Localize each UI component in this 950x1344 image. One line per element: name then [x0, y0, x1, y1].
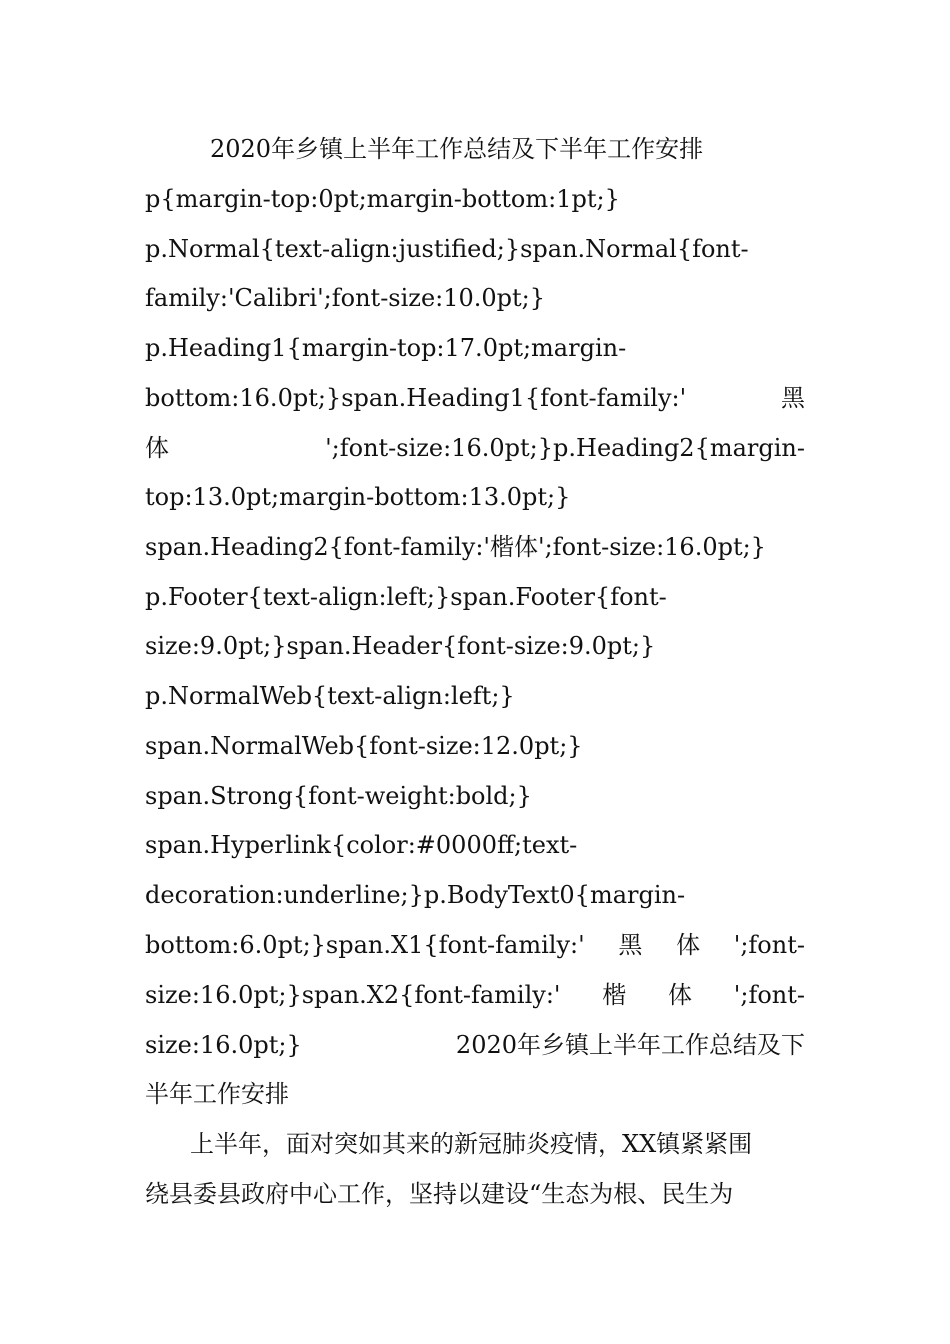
css-text-segment: ';font-	[733, 981, 805, 1009]
css-text-line: p.NormalWeb{text-align:left;}	[145, 682, 515, 710]
css-text-segment: 体	[676, 931, 701, 959]
css-text-line: p.Heading1{margin-top:17.0pt;margin-	[145, 334, 627, 362]
css-text-line: decoration:underline;}p.BodyText0{margin-	[145, 881, 686, 909]
css-text-line-justified	[145, 428, 805, 468]
css-text-line: size:9.0pt;}span.Header{font-size:9.0pt;}	[145, 632, 656, 660]
css-text-line: span.Heading2{font-family:'楷体';font-size:16.0pt;}	[145, 533, 766, 561]
css-text-segment: ';font-size:16.0pt;}p.Heading2{margin-	[325, 434, 805, 462]
css-text-segment: size:16.0pt;}span.X2{font-family:'	[145, 981, 561, 1009]
css-text-line-justified	[145, 925, 805, 965]
document-title: 2020年乡镇上半年工作总结及下半年工作安排	[210, 135, 704, 163]
css-text-line-justified	[145, 1025, 805, 1065]
css-text-line: family:'Calibri';font-size:10.0pt;}	[145, 284, 546, 312]
css-text-line: span.NormalWeb{font-size:12.0pt;}	[145, 732, 583, 760]
css-text-segment: bottom:16.0pt;}span.Heading1{font-family:'	[145, 384, 687, 412]
css-text-line-justified	[145, 975, 805, 1015]
css-text-segment: 楷	[602, 981, 627, 1009]
css-text-segment: bottom:6.0pt;}span.X1{font-family:'	[145, 931, 585, 959]
css-text-segment: 黑	[618, 931, 643, 959]
css-text-segment: 黑	[781, 384, 805, 412]
css-text-line: top:13.0pt;margin-bottom:13.0pt;}	[145, 483, 571, 511]
css-text-line: span.Hyperlink{color:#0000ff;text-	[145, 831, 578, 859]
css-text-line-justified	[145, 378, 805, 418]
css-text-line: p.Normal{text-align:justified;}span.Normal{font-	[145, 235, 749, 263]
css-text-line: p{margin-top:0pt;margin-bottom:1pt;}	[145, 185, 620, 213]
document-title-repeat: 2020年乡镇上半年工作总结及下	[455, 1031, 805, 1059]
body-paragraph-line: 上半年，面对突如其来的新冠肺炎疫情，XX镇紧紧围	[190, 1130, 753, 1158]
css-text-segment: ';font-	[733, 931, 805, 959]
css-text-line: p.Footer{text-align:left;}span.Footer{font-	[145, 583, 667, 611]
css-text-segment: 体	[145, 434, 169, 462]
css-text-line: span.Strong{font-weight:bold;}	[145, 782, 532, 810]
body-paragraph-line: 绕县委县政府中心工作，坚持以建设“生态为根、民生为	[145, 1180, 734, 1208]
document-title-continuation: 半年工作安排	[145, 1080, 289, 1108]
css-text-segment: 体	[668, 981, 693, 1009]
css-text-segment: size:16.0pt;}	[145, 1031, 302, 1059]
